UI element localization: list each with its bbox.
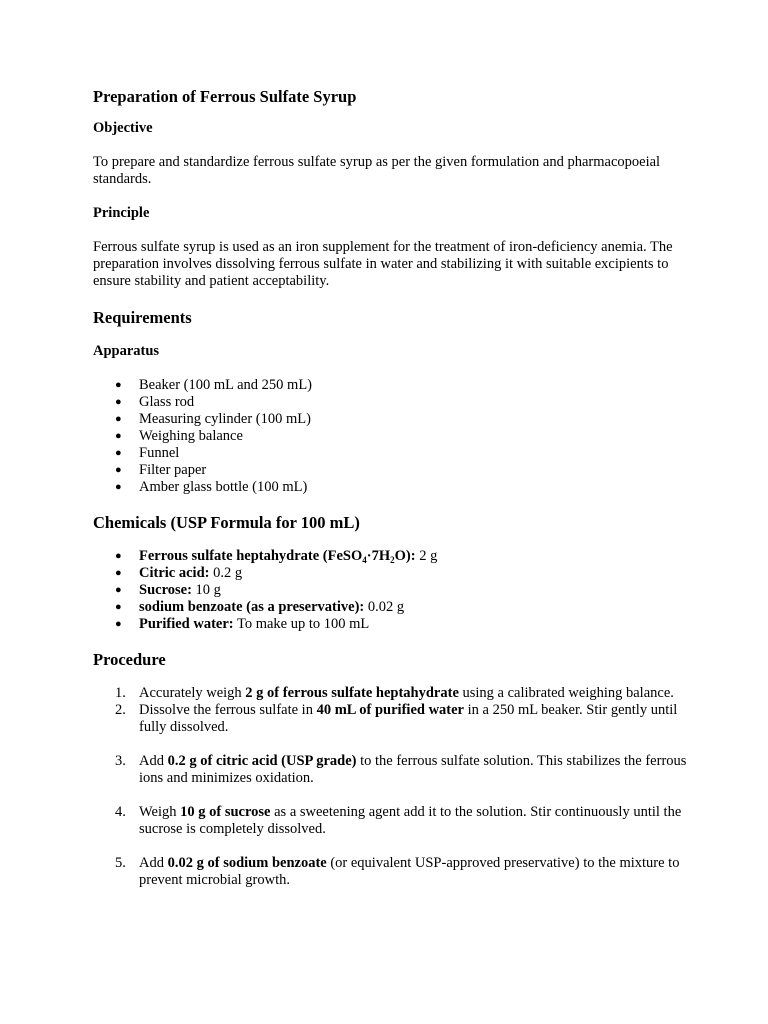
objective-heading: Objective	[93, 120, 153, 136]
chemicals-heading: Chemicals (USP Formula for 100 mL)	[93, 513, 360, 532]
bullet-icon: ●	[115, 379, 122, 391]
list-item	[93, 599, 693, 616]
principle-text: Ferrous sulfate syrup is used as an iron supplement for the treatment of iron-deficiency anemia. The preparation involves dissolving ferrous sulfate in water and stabilizing it with suitable excipients to ensure stability and patient acceptability.	[93, 239, 673, 289]
requirements-heading: Requirements	[93, 308, 192, 327]
principle-heading: Principle	[93, 205, 150, 221]
list-item: ● Measuring cylinder (100 mL)	[115, 411, 311, 427]
bullet-icon: ●	[115, 413, 122, 425]
procedure-list	[93, 685, 693, 889]
chemical-value: To make up to 100 mL	[233, 616, 370, 632]
chemical-value: 10 g	[191, 582, 221, 598]
bullet-icon: ●	[115, 601, 122, 613]
bullet-icon: ●	[115, 464, 122, 476]
procedure-step: 1. Accurately weigh 2 g of ferrous sulfate heptahydrate using a calibrated weighing balance.	[115, 685, 674, 701]
bullet-icon: ●	[115, 584, 122, 596]
chemical-label: Ferrous sulfate heptahydrate $(FeSO_4\cdot 7H_2O)$:	[139, 548, 416, 565]
list-item	[93, 582, 693, 599]
chemical-value: 0.02 g	[364, 599, 405, 615]
procedure-step: 2. Dissolve the ferrous sulfate in 40 mL of purified water in a 250 mL beaker. Stir gently until fully dissolved.	[115, 702, 678, 735]
list-item: ● Beaker (100 mL and 250 mL)	[115, 377, 313, 393]
list-item: ● Glass rod	[115, 394, 195, 410]
chemical-value: 0.2 g	[209, 565, 243, 581]
chemical-label: Citric acid:	[139, 565, 210, 581]
chemical-label: sodium benzoate (as a preservative):	[139, 599, 365, 615]
bullet-icon: ●	[115, 396, 122, 408]
list-item: ● Funnel	[115, 445, 180, 461]
objective-text: To prepare and standardize ferrous sulfate syrup as per the given formulation and pharmacopoeial standards.	[93, 154, 661, 187]
bullet-icon: ●	[115, 481, 122, 493]
procedure-step: 4. Weigh 10 g of sucrose as a sweetening agent add it to the solution. Stir continuously until the sucrose is completely dissolved.	[115, 804, 682, 837]
procedure-step: 3. Add 0.2 g of citric acid (USP grade) to the ferrous sulfate solution. This stabilizes the ferrous ions and minimizes oxidation.	[115, 753, 687, 786]
list-item: ● Weighing balance	[115, 428, 243, 444]
apparatus-list	[93, 377, 693, 496]
chemical-value: 2 g	[415, 548, 438, 564]
bullet-icon: ●	[115, 567, 122, 579]
bullet-icon: ●	[115, 430, 122, 442]
bullet-icon: ●	[115, 618, 122, 630]
chemical-label: Purified water:	[139, 616, 234, 632]
chemical-label: Sucrose:	[139, 582, 192, 598]
apparatus-heading: Apparatus	[93, 343, 160, 359]
list-item	[93, 548, 693, 565]
page-title: Preparation of Ferrous Sulfate Syrup	[93, 87, 357, 106]
bullet-icon: ●	[115, 447, 122, 459]
procedure-heading: Procedure	[93, 650, 166, 669]
bullet-icon: ●	[115, 550, 122, 562]
list-item	[93, 616, 693, 633]
chemicals-list	[93, 548, 693, 633]
procedure-step: 5. Add 0.02 g of sodium benzoate (or equivalent USP-approved preservative) to the mixture to prevent microbial growth.	[115, 855, 680, 888]
list-item: ● Filter paper	[115, 462, 207, 478]
list-item: ● Amber glass bottle (100 mL)	[115, 479, 308, 495]
document-page	[93, 86, 693, 889]
list-item	[93, 565, 693, 582]
